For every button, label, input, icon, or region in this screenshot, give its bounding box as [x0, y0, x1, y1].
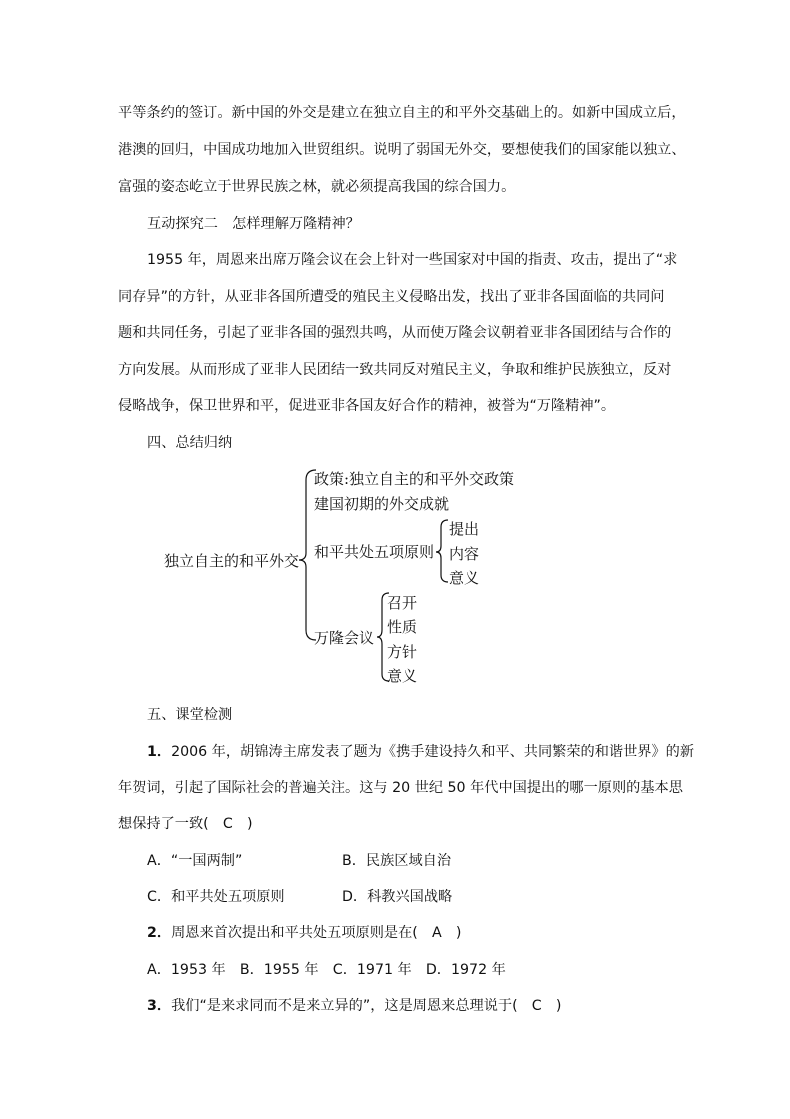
paragraph-line: 方向发展。从而形成了亚非人民团结一致共同反对殖民主义，争取和维护民族独立，反对	[118, 362, 672, 378]
diagram-root: 独立自主的和平外交	[164, 552, 300, 570]
option-b: B．民族区域自治	[342, 853, 452, 869]
diagram-bandung-item: 意义	[387, 667, 418, 685]
question-1-line	[147, 742, 694, 762]
diagram-bandung: 万隆会议	[314, 629, 375, 647]
question-2-options: A．1953 年 B．1955 年 C．1971 年 D．1972 年	[147, 962, 506, 978]
option-c: C．和平共处五项原则	[147, 889, 285, 905]
paragraph-line: 平等条约的签订。新中国的外交是建立在独立自主的和平外交基础上的。如新中国成立后，	[118, 105, 686, 121]
paragraph-line: 1955 年，周恩来出席万隆会议在会上针对一些国家对中国的指责、攻击，提出了“求	[147, 252, 678, 268]
five-principles-brace	[436, 520, 448, 582]
paragraph-line: 侵略战争，保卫世界和平，促进亚非各国友好合作的精神，被誉为“万隆精神”。	[118, 398, 616, 414]
section-heading-explore: 互动探究二 怎样理解万隆精神？	[147, 216, 360, 232]
diagram-achievements: 建国初期的外交成就	[314, 495, 450, 513]
question-text: 周恩来首次提出和平共处五项原则是在( A )	[171, 925, 462, 941]
question-number: 3．	[147, 998, 172, 1014]
question-3-line	[147, 996, 561, 1016]
section-heading-summary: 四、总结归纳	[147, 435, 233, 451]
diagram-bandung-item: 召开	[387, 594, 418, 612]
question-number: 1．	[147, 744, 172, 760]
question-1-line: 年贺词，引起了国际社会的普遍关注。这与 20 世纪 50 年代中国提出的哪一原则的基本思	[118, 780, 683, 796]
paragraph-line: 港澳的回归，中国成功地加入世贸组织。说明了弱国无外交，要想使我们的国家能以独立、	[118, 142, 686, 158]
diagram-bandung-item: 性质	[387, 618, 418, 636]
paragraph-line: 题和共同任务，引起了亚非各国的强烈共鸣，从而使万隆会议朝着亚非各国团结与合作的	[118, 325, 672, 341]
diagram-five-principles-item: 提出	[449, 520, 480, 538]
question-1-line: 想保持了一致( C )	[118, 816, 253, 832]
question-text: 我们“是来求同而不是来立异的”，这是周恩来总理说于( C )	[171, 998, 562, 1014]
section-heading-check: 五、课堂检测	[147, 707, 233, 723]
question-number: 2．	[147, 925, 172, 941]
diagram-five-principles-item: 意义	[449, 569, 480, 587]
option-a: A．“一国两制”	[147, 853, 243, 869]
question-2-line	[147, 923, 461, 943]
diagram-policy: 政策:独立自主的和平外交政策	[314, 470, 515, 488]
diagram-five-principles-item: 内容	[449, 545, 480, 563]
option-d: D．科教兴国战略	[342, 889, 453, 905]
diagram-bandung-item: 方针	[387, 643, 418, 661]
paragraph-line: 同存异”的方针，从亚非各国所遭受的殖民主义侵略出发，找出了亚非各国面临的共同问	[118, 289, 665, 305]
question-text: 2006 年，胡锦涛主席发表了题为《携手建设持久和平、共同繁荣的和谐世界》的新	[171, 744, 695, 760]
diagram-five-principles: 和平共处五项原则	[314, 543, 435, 561]
paragraph-line: 富强的姿态屹立于世界民族之林，就必须提高我国的综合国力。	[118, 179, 516, 195]
